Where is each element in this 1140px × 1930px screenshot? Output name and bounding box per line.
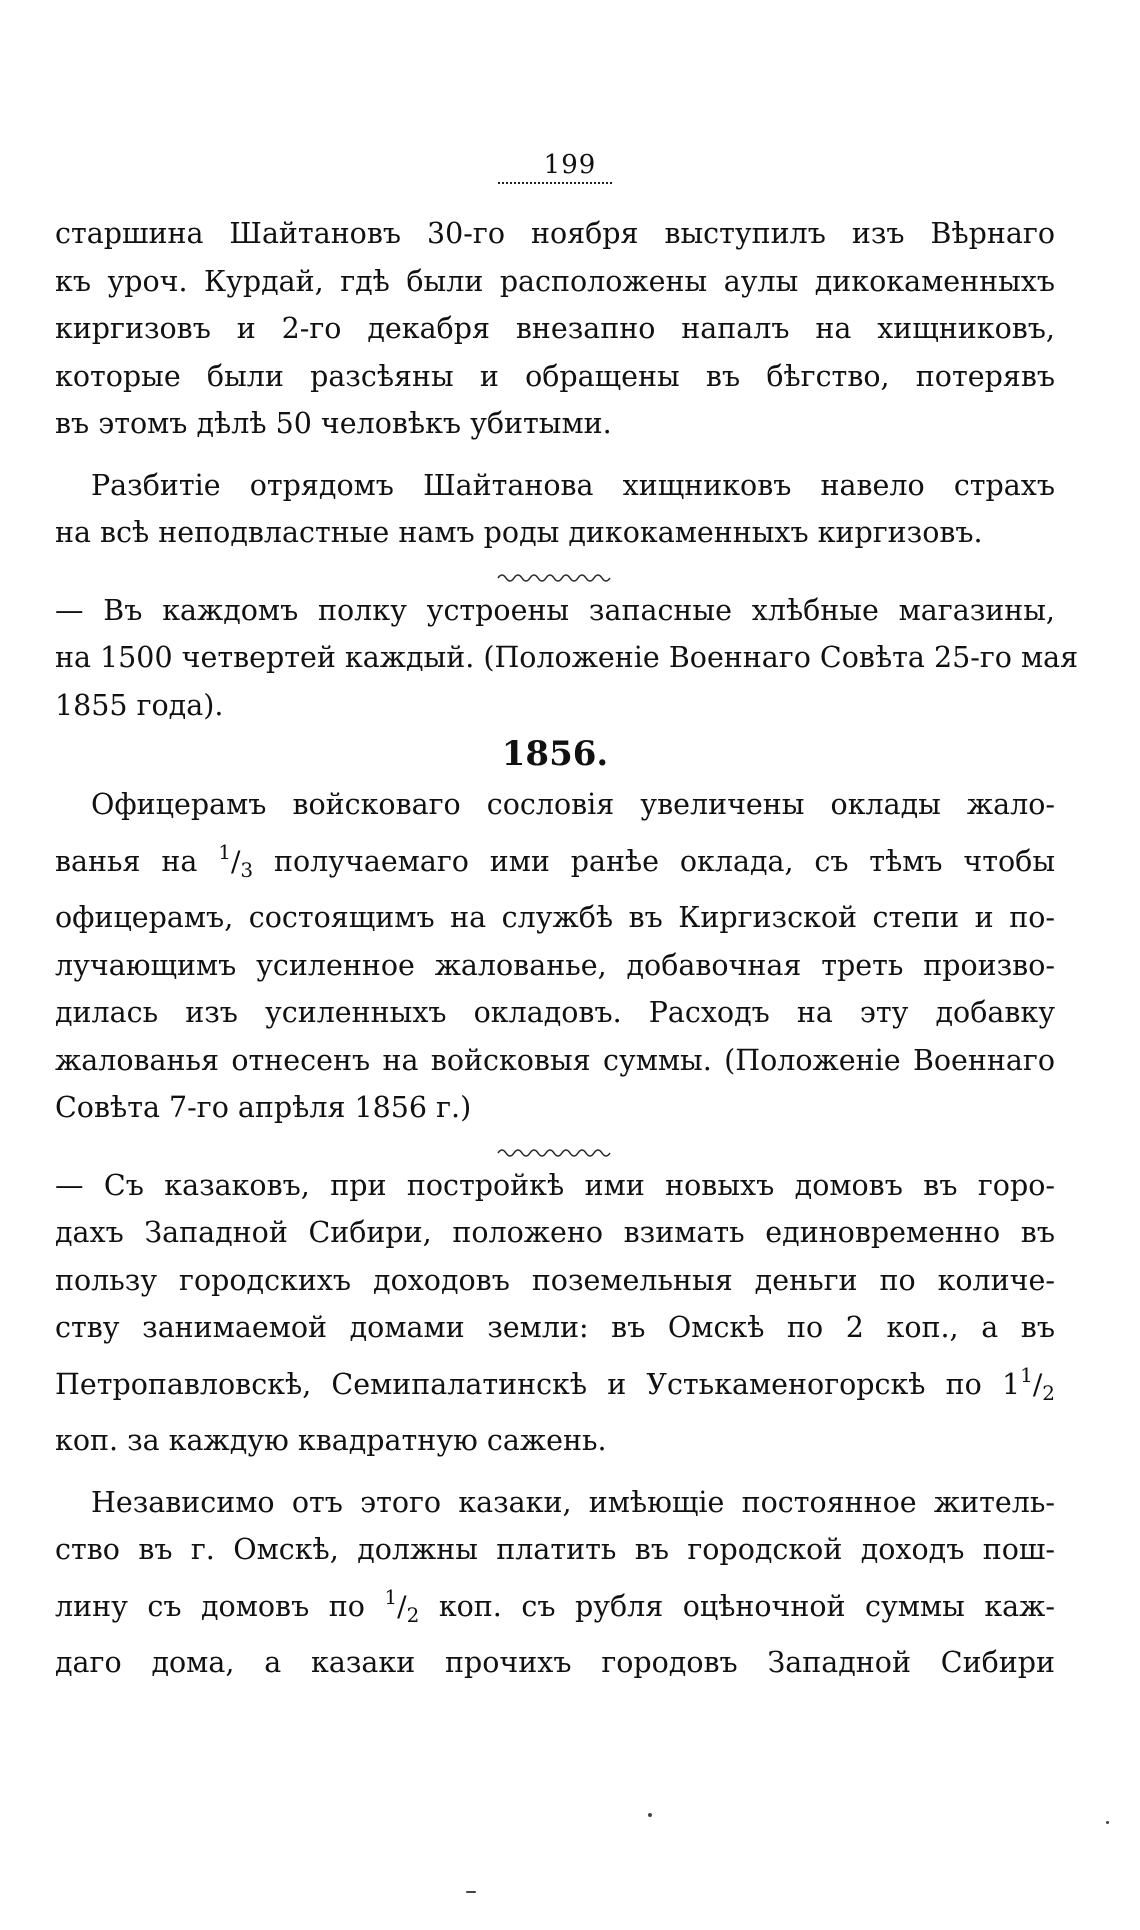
section-divider-ornament bbox=[55, 557, 1055, 587]
text-line: ство въ г. Омскѣ, должны платить въ городской доходъ пош- bbox=[55, 1533, 1055, 1566]
scan-speck bbox=[648, 1813, 652, 1817]
section-divider-ornament bbox=[55, 1132, 1055, 1162]
text-line: Совѣта 7-го апрѣля 1856 г.) bbox=[55, 1091, 472, 1124]
page-number-dotted-rule bbox=[498, 182, 612, 184]
text-line: къ уроч. Курдай, гдѣ были расположены аулы дикокаменныхъ bbox=[55, 264, 1055, 298]
page-body bbox=[55, 210, 1079, 1687]
scan-speck bbox=[466, 1891, 476, 1893]
fraction-one-half: $^1/_2$ bbox=[384, 1584, 420, 1627]
text-line: въ этомъ дѣлѣ 50 человѣкъ убитыми. bbox=[55, 407, 612, 440]
paragraph-shaitanov-raid bbox=[55, 210, 1055, 448]
year-heading: 1856. bbox=[501, 734, 609, 774]
paragraph-land-fees bbox=[55, 1162, 1055, 1465]
text-line: даго дома, а казаки прочихъ городовъ Западной Сибири bbox=[55, 1646, 1055, 1679]
text-line: — Съ казаковъ, при постройкѣ ими новыхъ домовъ въ горо- bbox=[55, 1168, 1055, 1202]
paragraph-raid-consequence bbox=[55, 462, 1055, 557]
text-line: которые были разсѣяны и обращены въ бѣгство, потерявъ bbox=[55, 359, 1055, 393]
paragraph-house-duty bbox=[55, 1479, 1055, 1687]
text-line: офицерамъ, состоящимъ на службѣ въ Киргизской степи и по- bbox=[55, 901, 1055, 934]
text-line: киргизовъ и 2-го декабря внезапно напалъ на хищниковъ, bbox=[55, 312, 1055, 345]
page-number: 199 bbox=[543, 150, 597, 180]
text-line: — Въ каждомъ полку устроены запасные хлѣбные магазины, bbox=[55, 593, 1055, 627]
text-line: жалованья отнесенъ на войсковыя суммы. (Положеніе Военнаго bbox=[55, 1043, 1055, 1077]
text-line: дахъ Западной Сибири, положено взимать единовременно въ bbox=[55, 1216, 1055, 1249]
text-line: 1855 года). bbox=[55, 688, 224, 722]
text-line: на 1500 четвертей каждый. (Положеніе Военнаго Совѣта 25-го мая bbox=[55, 641, 1079, 674]
fraction-one-third: $^1/_3$ bbox=[218, 839, 254, 882]
text-line: Петропавловскѣ, Семипалатинскѣ и Устькаменогорскѣ по $1^1/_2$ bbox=[55, 1362, 1055, 1405]
paragraph-grain-stores bbox=[55, 587, 1079, 730]
paragraph-officer-salaries bbox=[55, 781, 1055, 1132]
scan-speck bbox=[1106, 1821, 1109, 1824]
text-line: Разбитіе отрядомъ Шайтанова хищниковъ навело страхъ bbox=[91, 468, 1055, 502]
fraction-one-half: $^1/_2$ bbox=[1020, 1362, 1055, 1405]
text-line: ству занимаемой домами земли: въ Омскѣ по 2 коп., а въ bbox=[55, 1311, 1055, 1344]
text-line: Независимо отъ этого казаки, имѣющіе постоянное житель- bbox=[91, 1485, 1055, 1519]
text-line: старшина Шайтановъ 30-го ноября выступилъ изъ Вѣрнаго bbox=[55, 217, 1055, 250]
text-line: ванья на $^1/_3$ получаемаго ими ранѣе оклада, съ тѣмъ чтобы bbox=[55, 839, 1056, 882]
text-line: лучающимъ усиленное жалованье, добавочная треть произво- bbox=[55, 948, 1055, 982]
text-line: на всѣ неподвластные намъ роды дикокаменныхъ киргизовъ. bbox=[55, 516, 983, 549]
text-line: пользу городскихъ доходовъ поземельныя деньги по количе- bbox=[55, 1263, 1055, 1297]
text-line: дилась изъ усиленныхъ окладовъ. Расходъ на эту добавку bbox=[55, 996, 1055, 1029]
text-line: Офицерамъ войсковаго сословія увеличены оклады жало- bbox=[91, 788, 1055, 821]
text-line: лину съ домовъ по $^1/_2$ коп. съ рубля оцѣночной суммы каж- bbox=[55, 1584, 1055, 1627]
text-line: коп. за каждую квадратную сажень. bbox=[55, 1424, 607, 1457]
